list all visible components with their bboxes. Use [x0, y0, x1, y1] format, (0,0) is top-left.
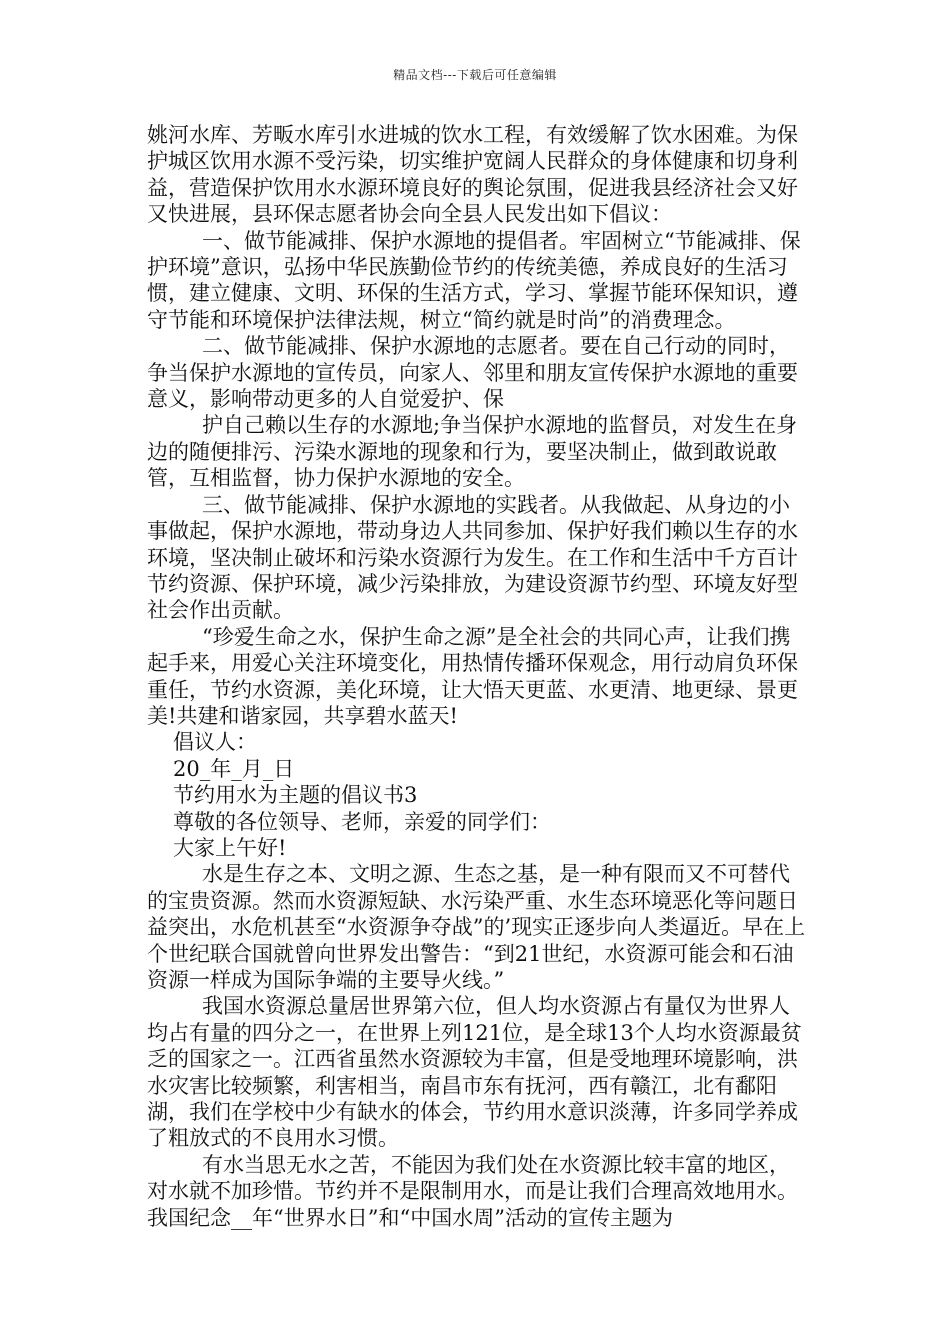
- paragraph-proposal-three: 三、做节能减排、保护水源地的实践者。从我做起、从身边的小事做起，保护水源地，带动身边人共同参加、保护好我们赖以生存的水环境，坚决制止破坏和污染水资源行为发生。在工作和生活中千方百计节约资源、保护环境，减少污染排放，为建设资源节约型、环境友好型社会作出贡献。: [147, 492, 798, 623]
- paragraph-water-importance: 水是生存之本、文明之源、生态之基，是一种有限而又不可替代的宝贵资源。然而水资源短缺、水污染严重、水生态环境恶化等问题日益突出，水危机甚至“水资源争夺战”的’现实正逐步向人类逼近。早在上个世纪联合国就曾向世界发出警告：“到21世纪，水资源可能会和石油资源一样成为国际争端的主要导火线。”: [147, 862, 806, 992]
- paragraph-water-resources: 我国水资源总量居世界第六位，但人均水资源占有量仅为世界人均占有量的四分之一，在世界上列121位，是全球13个人均水资源最贫乏的国家之一。江西省虽然水资源较为丰富，但是受地理环境影响，洪水灾害比较频繁，利害相当，南昌市东有抚河，西有赣江，北有鄱阳湖，我们在学校中少有缺水的体会，节约用水意识淡薄，许多同学养成了粗放式的不良用水习惯。: [147, 994, 802, 1151]
- salutation: 尊敬的各位领导、老师，亲爱的同学们：: [173, 809, 551, 834]
- paragraph-conservation: 有水当思无水之苦，不能因为我们处在水资源比较丰富的地区，对水就不加珍惜。节约并不是限制用水，而是让我们合理高效地用水。我国纪念__年“世界水日”和“中国水周”活动的宣传主题为: [147, 1152, 798, 1230]
- page-header-note: 精品文档---下载后可任意编辑: [393, 68, 557, 82]
- greeting: 大家上午好!: [173, 835, 287, 860]
- paragraph-proposal-one: 一、做节能减排、保护水源地的提倡者。牢固树立“节能减排、保护环境”意识，弘扬中华民族勤俭节约的传统美德，养成良好的生活习惯，建立健康、文明、环保的生活方式，学习、掌握节能环保知识，遵守节能和环境保护法律法规，树立“简约就是时尚”的消费理念。: [147, 228, 801, 332]
- paragraph-proposal-two-continued: 护自己赖以生存的水源地;争当保护水源地的监督员，对发生在身边的随便排污、污染水源地的现象和行为，要坚决制止，做到敢说敢管，互相监督，协力保护水源地的安全。: [147, 413, 798, 491]
- date-line: 20_年_月_日: [173, 756, 295, 781]
- paragraph-call-to-action: “珍爱生命之水，保护生命之源”是全社会的共同心声，让我们携起手来，用爱心关注环境变化，用热情传播环保观念，用行动肩负环保重任，节约水资源，美化环境，让大悟天更蓝、水更清、地更绿、景更美!共建和谐家园，共享碧水蓝天!: [147, 624, 798, 728]
- signature-label: 倡议人：: [173, 730, 257, 755]
- paragraph-proposal-two: 二、做节能减排、保护水源地的志愿者。要在自己行动的同时，争当保护水源地的宣传员，向家人、邻里和朋友宣传保护水源地的重要意义，影响带动更多的人自觉爱护、保: [147, 334, 798, 412]
- paragraph-intro: 姚河水库、芳畈水库引水进城的饮水工程，有效缓解了饮水困难。为保护城区饮用水源不受污染，切实维护宽阔人民群众的身体健康和切身利益，营造保护饮用水水源环境良好的舆论氛围，促进我县经济社会又好又快进展，县环保志愿者协会向全县人民发出如下倡议：: [147, 123, 798, 227]
- section-title: 节约用水为主题的倡议书3: [173, 783, 418, 808]
- document-body: [147, 122, 807, 1231]
